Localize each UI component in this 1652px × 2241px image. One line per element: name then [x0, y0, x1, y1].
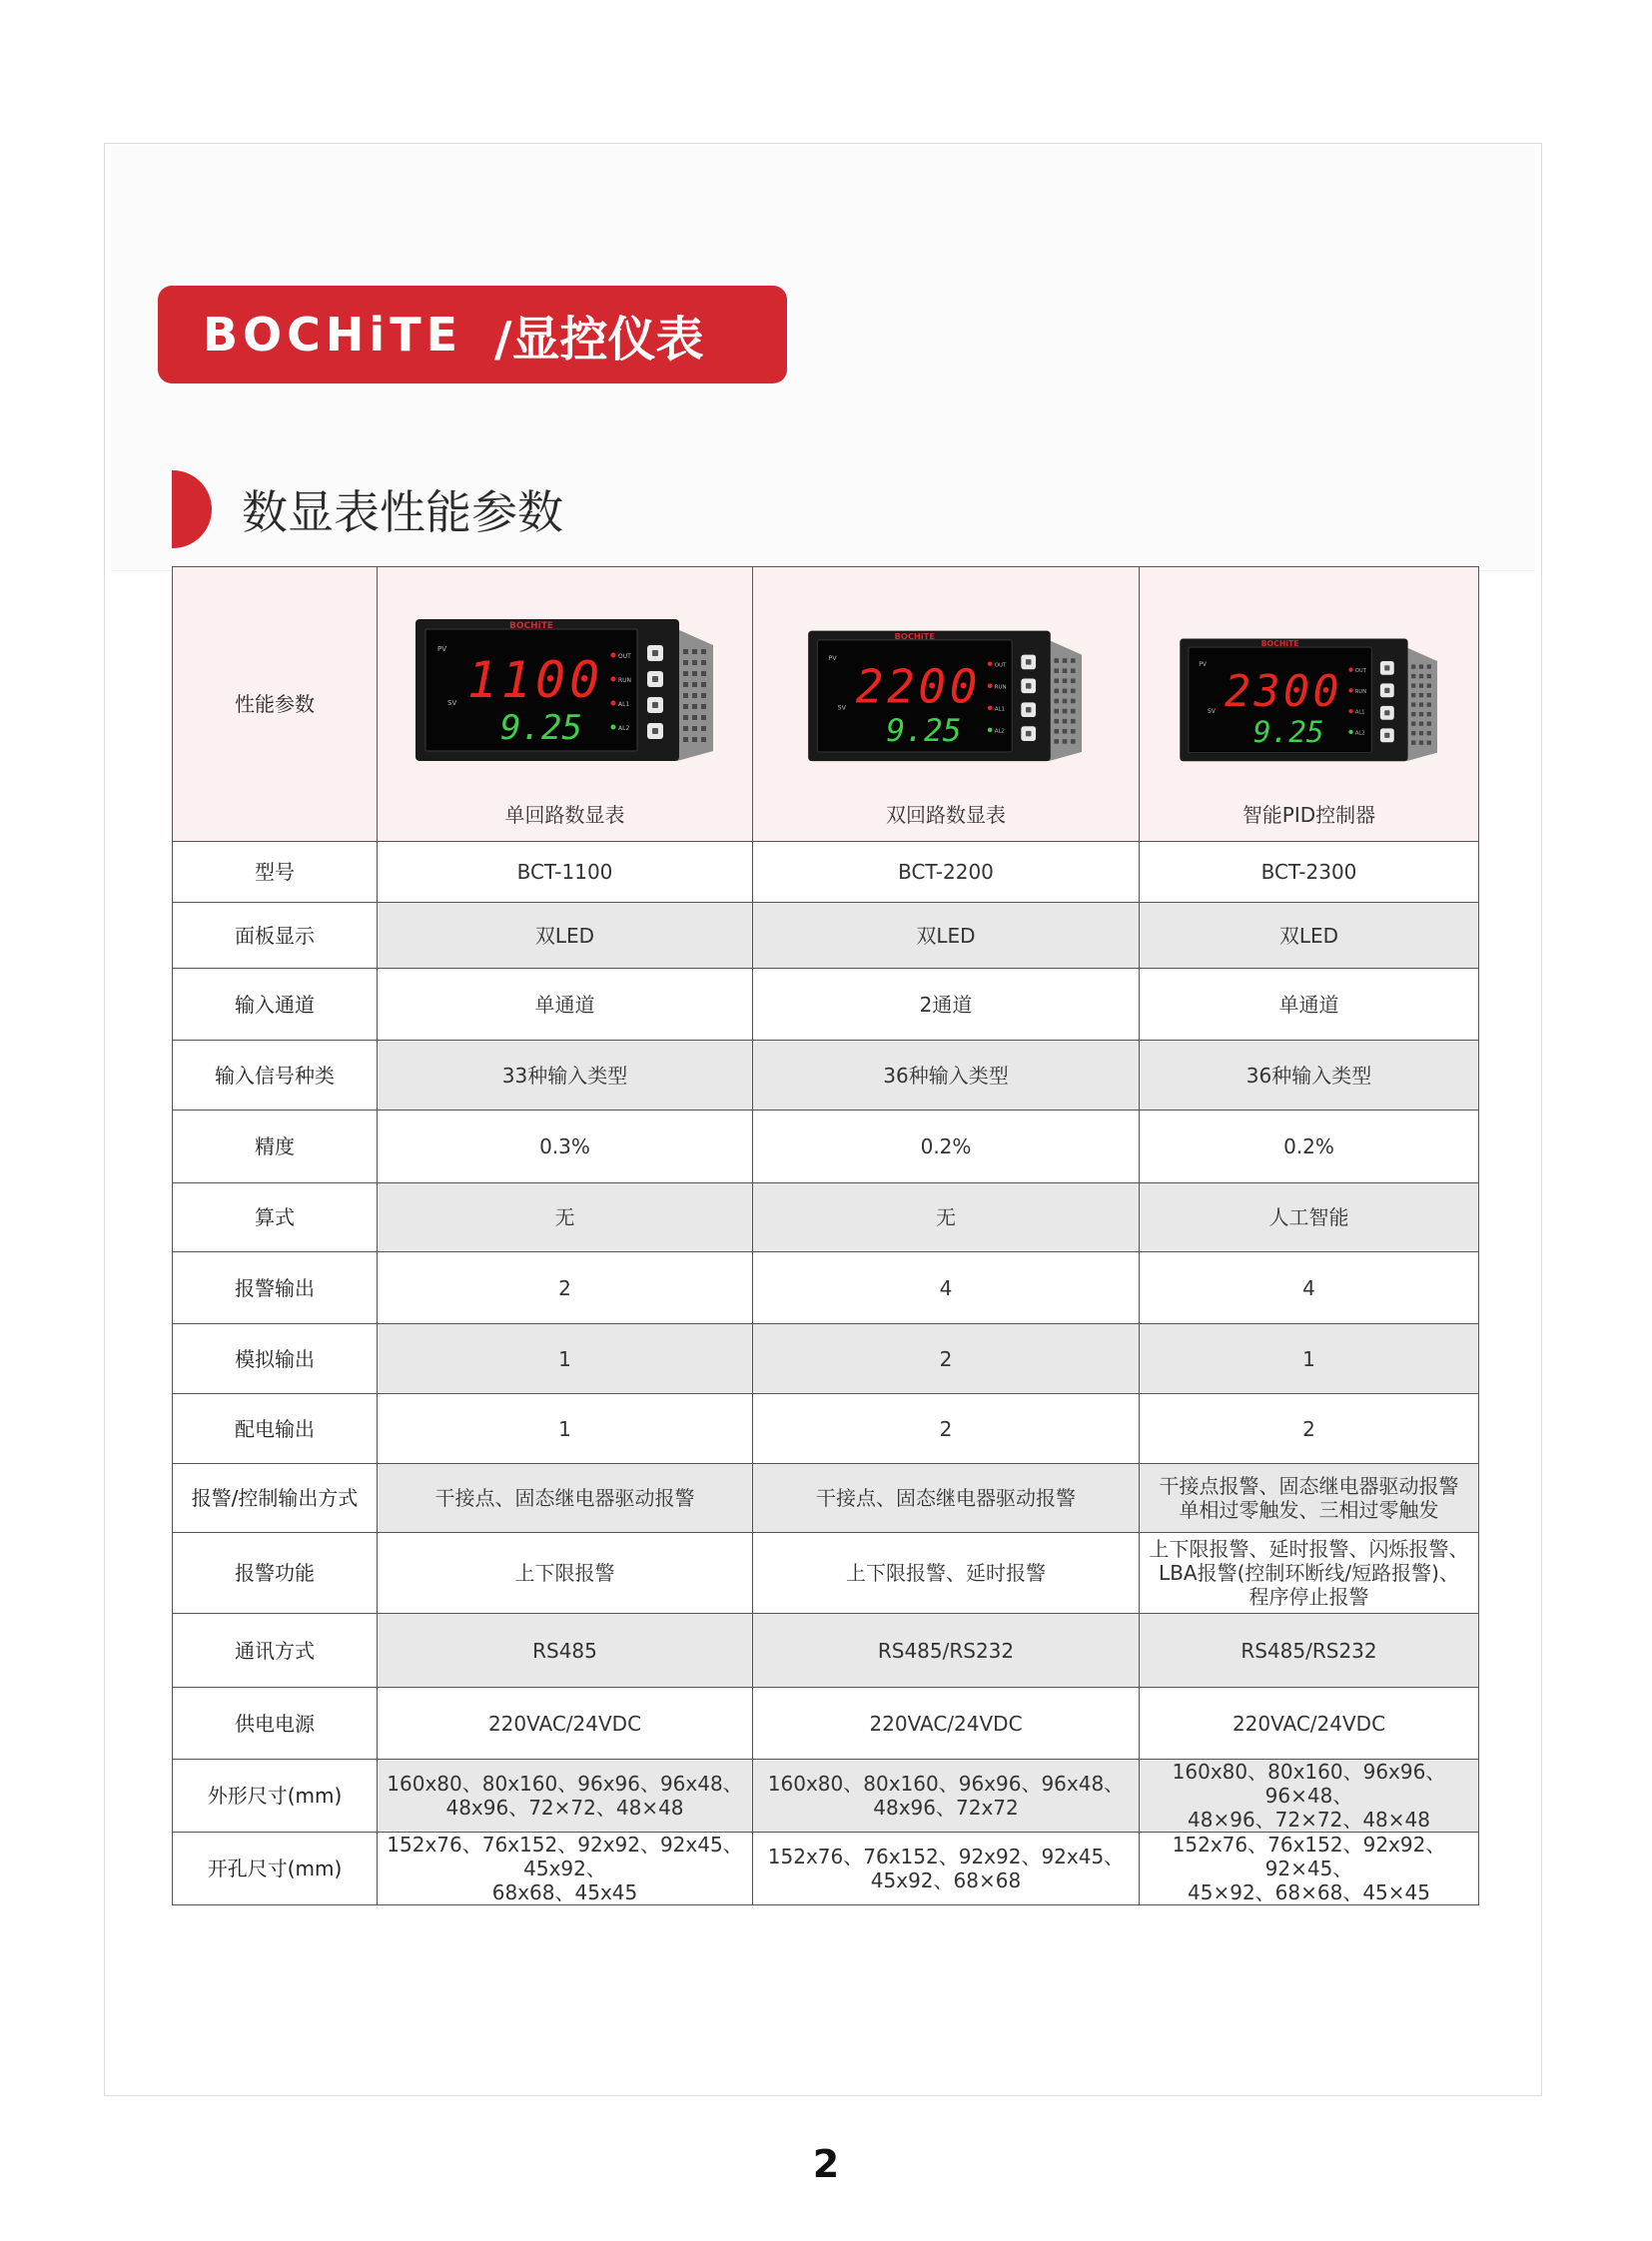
- vent-hole: [1411, 712, 1415, 716]
- table-row: [173, 1394, 1479, 1464]
- pv-value: 2300: [1224, 666, 1342, 717]
- vent-hole: [701, 682, 706, 687]
- heading-marker-icon: [172, 470, 212, 548]
- row-value: 36种输入类型: [753, 1041, 1140, 1111]
- vent-hole: [1071, 709, 1076, 714]
- vent-hole: [1418, 693, 1422, 697]
- row-value: 1: [378, 1394, 753, 1464]
- button-symbol: [652, 676, 658, 682]
- vent-hole: [701, 671, 706, 676]
- vent-hole: [1426, 693, 1430, 697]
- vent-hole: [1063, 689, 1068, 694]
- table-row: [173, 1533, 1479, 1614]
- brand-logo: BOCHiTE: [203, 308, 462, 362]
- product-image-3: [1180, 635, 1439, 763]
- row-label: 开孔尺寸(mm): [173, 1833, 378, 1905]
- row-value: 单通道: [378, 969, 753, 1041]
- table-row: [173, 1183, 1479, 1252]
- row-value: 双LED: [1140, 903, 1479, 969]
- vent-hole: [683, 693, 688, 698]
- row-label: 外形尺寸(mm): [173, 1760, 378, 1833]
- row-value: BCT-1100: [378, 842, 753, 903]
- row-value: 36种输入类型: [1140, 1041, 1479, 1111]
- vent-hole: [692, 671, 697, 676]
- row-value: 上下限报警、延时报警、闪烁报警、 LBA报警(控制环断线/短路报警)、 程序停止报警: [1140, 1533, 1479, 1614]
- led-indicator: [1348, 730, 1352, 734]
- sv-label: SV: [1207, 707, 1216, 715]
- sv-value: 9.25: [499, 708, 582, 748]
- table-header-row: [173, 567, 1479, 842]
- pv-label: PV: [1198, 661, 1207, 669]
- vent-hole: [683, 726, 688, 731]
- row-value: 无: [378, 1183, 753, 1252]
- vent-hole: [692, 737, 697, 742]
- vent-hole: [701, 693, 706, 698]
- vent-hole: [1054, 699, 1059, 704]
- vent-hole: [1063, 678, 1068, 683]
- led-indicator: [988, 728, 993, 733]
- row-label: 面板显示: [173, 903, 378, 969]
- vent-hole: [1054, 739, 1059, 744]
- button-symbol: [1384, 733, 1389, 738]
- vent-hole: [1411, 702, 1415, 706]
- row-value: 220VAC/24VDC: [753, 1688, 1140, 1760]
- vent-hole: [1411, 721, 1415, 725]
- row-value: 上下限报警、延时报警: [753, 1533, 1140, 1614]
- product-cell: [378, 567, 753, 842]
- vent-hole: [701, 737, 706, 742]
- row-value: 上下限报警: [378, 1533, 753, 1614]
- vent-hole: [1063, 658, 1068, 663]
- vent-hole: [701, 660, 706, 665]
- vent-hole: [683, 649, 688, 654]
- vent-hole: [1054, 678, 1059, 683]
- vent-hole: [1063, 699, 1068, 704]
- table-row: [173, 903, 1479, 969]
- pv-value: 1100: [466, 651, 603, 709]
- vent-hole: [1071, 699, 1076, 704]
- row-label: 供电电源: [173, 1688, 378, 1760]
- vent-hole: [692, 715, 697, 720]
- vent-hole: [701, 715, 706, 720]
- sv-value: 9.25: [1252, 715, 1324, 750]
- pv-value: 2200: [855, 659, 982, 714]
- vent-hole: [1418, 674, 1422, 678]
- product-name: 单回路数显表: [504, 803, 625, 827]
- vent-hole: [1071, 719, 1076, 724]
- sv-value: 9.25: [886, 712, 962, 749]
- section-title: 数显表性能参数: [242, 485, 563, 539]
- vent-hole: [1071, 689, 1076, 694]
- vent-hole: [1411, 674, 1415, 678]
- table-row: [173, 1041, 1479, 1111]
- row-value: 160x80、80x160、96x96、96x48、 48x96、72×72、48×48: [378, 1760, 753, 1833]
- brand-banner: [158, 286, 787, 383]
- row-value: 0.2%: [1140, 1111, 1479, 1183]
- vent-hole: [1071, 658, 1076, 663]
- row-value: 干接点、固态继电器驱动报警: [378, 1464, 753, 1533]
- led-indicator: [610, 653, 615, 658]
- led-indicator: [988, 661, 993, 666]
- vent-hole: [1071, 678, 1076, 683]
- table-row: [173, 1324, 1479, 1394]
- button-symbol: [1026, 707, 1032, 713]
- vent-hole: [1063, 739, 1068, 744]
- row-label: 报警功能: [173, 1533, 378, 1614]
- table-row: [173, 842, 1479, 903]
- vent-hole: [1418, 741, 1422, 745]
- brand-slogan: /显控仪表: [494, 311, 704, 368]
- led-label: RUN: [1354, 688, 1366, 695]
- row-value: 220VAC/24VDC: [1140, 1688, 1479, 1760]
- device-brand: BOCHiTE: [1260, 639, 1299, 649]
- row-value: 双LED: [378, 903, 753, 969]
- row-value: 4: [753, 1252, 1140, 1324]
- table-row: [173, 969, 1479, 1041]
- row-value: 1: [378, 1324, 753, 1394]
- row-value: RS485/RS232: [1140, 1614, 1479, 1688]
- vent-hole: [683, 715, 688, 720]
- row-label: 报警输出: [173, 1252, 378, 1324]
- led-label: OUT: [617, 653, 631, 660]
- vent-hole: [1426, 731, 1430, 735]
- row-value: 双LED: [753, 903, 1140, 969]
- product-image-1: [415, 615, 715, 763]
- product-name: 智能PID控制器: [1241, 803, 1376, 827]
- vent-hole: [683, 737, 688, 742]
- device-brand: BOCHiTE: [508, 621, 553, 631]
- button-symbol: [1026, 731, 1032, 737]
- row-value: 152x76、76x152、92x92、92x45、 45x92、68×68: [753, 1833, 1140, 1905]
- led-label: AL2: [1354, 730, 1365, 737]
- row-value: BCT-2300: [1140, 842, 1479, 903]
- button-symbol: [1384, 688, 1389, 693]
- led-indicator: [988, 684, 993, 689]
- vent-hole: [1411, 741, 1415, 745]
- led-label: AL1: [617, 701, 629, 708]
- row-label: 模拟输出: [173, 1324, 378, 1394]
- vent-hole: [692, 682, 697, 687]
- vent-hole: [701, 704, 706, 709]
- row-label: 输入通道: [173, 969, 378, 1041]
- vent-hole: [683, 671, 688, 676]
- sv-label: SV: [837, 703, 847, 712]
- vent-hole: [1418, 683, 1422, 687]
- row-value: 160x80、80x160、96x96、96×48、 48×96、72×72、48×48: [1140, 1760, 1479, 1833]
- vent-hole: [1418, 702, 1422, 706]
- table-row: [173, 1614, 1479, 1688]
- led-label: AL2: [617, 725, 629, 732]
- button-symbol: [652, 728, 658, 734]
- pv-label: PV: [436, 645, 446, 653]
- header-label: 性能参数: [173, 567, 378, 842]
- led-label: RUN: [994, 684, 1007, 691]
- led-indicator: [610, 677, 615, 682]
- vent-hole: [1426, 674, 1430, 678]
- vent-hole: [1071, 739, 1076, 744]
- vent-hole: [1426, 721, 1430, 725]
- button-symbol: [652, 702, 658, 708]
- row-value: BCT-2200: [753, 842, 1140, 903]
- table-row: [173, 1760, 1479, 1833]
- product-cell: [1140, 567, 1479, 842]
- button-symbol: [1384, 710, 1389, 715]
- vent-hole: [1418, 721, 1422, 725]
- led-label: OUT: [994, 662, 1007, 669]
- row-value: 0.3%: [378, 1111, 753, 1183]
- vent-hole: [1071, 729, 1076, 734]
- vent-hole: [1054, 709, 1059, 714]
- product-name: 双回路数显表: [886, 803, 1006, 827]
- row-label: 算式: [173, 1183, 378, 1252]
- row-label: 配电输出: [173, 1394, 378, 1464]
- vent-hole: [692, 726, 697, 731]
- row-value: 2: [1140, 1394, 1479, 1464]
- vent-hole: [1418, 731, 1422, 735]
- spec-table: [172, 566, 1479, 1905]
- led-label: AL2: [994, 728, 1006, 735]
- vent-hole: [692, 704, 697, 709]
- page-number: 2: [812, 2142, 840, 2186]
- row-value: 无: [753, 1183, 1140, 1252]
- vent-hole: [1054, 658, 1059, 663]
- button-symbol: [652, 650, 658, 656]
- vent-hole: [1411, 693, 1415, 697]
- vent-hole: [1054, 729, 1059, 734]
- vent-hole: [1054, 668, 1059, 673]
- vent-hole: [683, 682, 688, 687]
- vent-hole: [1071, 668, 1076, 673]
- row-value: 160x80、80x160、96x96、96x48、 48x96、72x72: [753, 1760, 1140, 1833]
- row-label: 型号: [173, 842, 378, 903]
- row-value: 干接点报警、固态继电器驱动报警 单相过零触发、三相过零触发: [1140, 1464, 1479, 1533]
- led-label: RUN: [617, 677, 631, 684]
- row-value: 人工智能: [1140, 1183, 1479, 1252]
- row-value: 单通道: [1140, 969, 1479, 1041]
- vent-hole: [683, 704, 688, 709]
- vent-hole: [701, 726, 706, 731]
- led-label: AL1: [994, 706, 1006, 713]
- vent-hole: [1426, 741, 1430, 745]
- row-value: 152x76、76x152、92x92、92×45、 45×92、68×68、45×45: [1140, 1833, 1479, 1905]
- table-row: [173, 1111, 1479, 1183]
- vent-hole: [1063, 719, 1068, 724]
- vent-hole: [1411, 683, 1415, 687]
- row-value: 2通道: [753, 969, 1140, 1041]
- vent-hole: [692, 693, 697, 698]
- row-label: 精度: [173, 1111, 378, 1183]
- vent-hole: [1418, 712, 1422, 716]
- sv-label: SV: [446, 699, 456, 707]
- led-label: AL1: [1354, 709, 1365, 716]
- section-heading: [172, 469, 563, 549]
- row-value: 2: [753, 1394, 1140, 1464]
- row-value: 干接点、固态继电器驱动报警: [753, 1464, 1140, 1533]
- table-row: [173, 1464, 1479, 1533]
- vent-hole: [1054, 689, 1059, 694]
- button-symbol: [1026, 683, 1032, 689]
- device-brand: BOCHiTE: [894, 630, 935, 641]
- row-value: 220VAC/24VDC: [378, 1688, 753, 1760]
- vent-hole: [701, 649, 706, 654]
- vent-hole: [1411, 664, 1415, 668]
- vent-hole: [1426, 664, 1430, 668]
- table-row: [173, 1688, 1479, 1760]
- vent-hole: [1418, 664, 1422, 668]
- row-label: 通讯方式: [173, 1614, 378, 1688]
- row-value: RS485: [378, 1614, 753, 1688]
- row-value: 0.2%: [753, 1111, 1140, 1183]
- vent-hole: [1411, 731, 1415, 735]
- led-indicator: [610, 725, 615, 730]
- vent-hole: [1063, 709, 1068, 714]
- row-value: 2: [753, 1324, 1140, 1394]
- row-value: 33种输入类型: [378, 1041, 753, 1111]
- row-value: RS485/RS232: [753, 1614, 1140, 1688]
- led-indicator: [1348, 667, 1352, 671]
- led-indicator: [1348, 709, 1352, 713]
- vent-hole: [692, 649, 697, 654]
- led-label: OUT: [1354, 668, 1366, 675]
- vent-hole: [1426, 683, 1430, 687]
- vent-hole: [1063, 668, 1068, 673]
- led-indicator: [1348, 688, 1352, 692]
- row-label: 输入信号种类: [173, 1041, 378, 1111]
- led-indicator: [988, 706, 993, 711]
- button-symbol: [1384, 665, 1389, 670]
- button-symbol: [1026, 659, 1032, 665]
- row-value: 152x76、76x152、92x92、92x45、45x92、 68x68、45x45: [378, 1833, 753, 1905]
- vent-hole: [692, 660, 697, 665]
- row-value: 4: [1140, 1252, 1479, 1324]
- vent-hole: [1426, 712, 1430, 716]
- row-value: 2: [378, 1252, 753, 1324]
- vent-hole: [1063, 729, 1068, 734]
- led-indicator: [610, 701, 615, 706]
- table-row: [173, 1833, 1479, 1905]
- pv-label: PV: [828, 654, 837, 663]
- vent-hole: [683, 660, 688, 665]
- product-image-2: [806, 627, 1086, 763]
- vent-hole: [1054, 719, 1059, 724]
- table-row: [173, 1252, 1479, 1324]
- product-cell: [753, 567, 1140, 842]
- row-label: 报警/控制输出方式: [173, 1464, 378, 1533]
- row-value: 1: [1140, 1324, 1479, 1394]
- vent-hole: [1426, 702, 1430, 706]
